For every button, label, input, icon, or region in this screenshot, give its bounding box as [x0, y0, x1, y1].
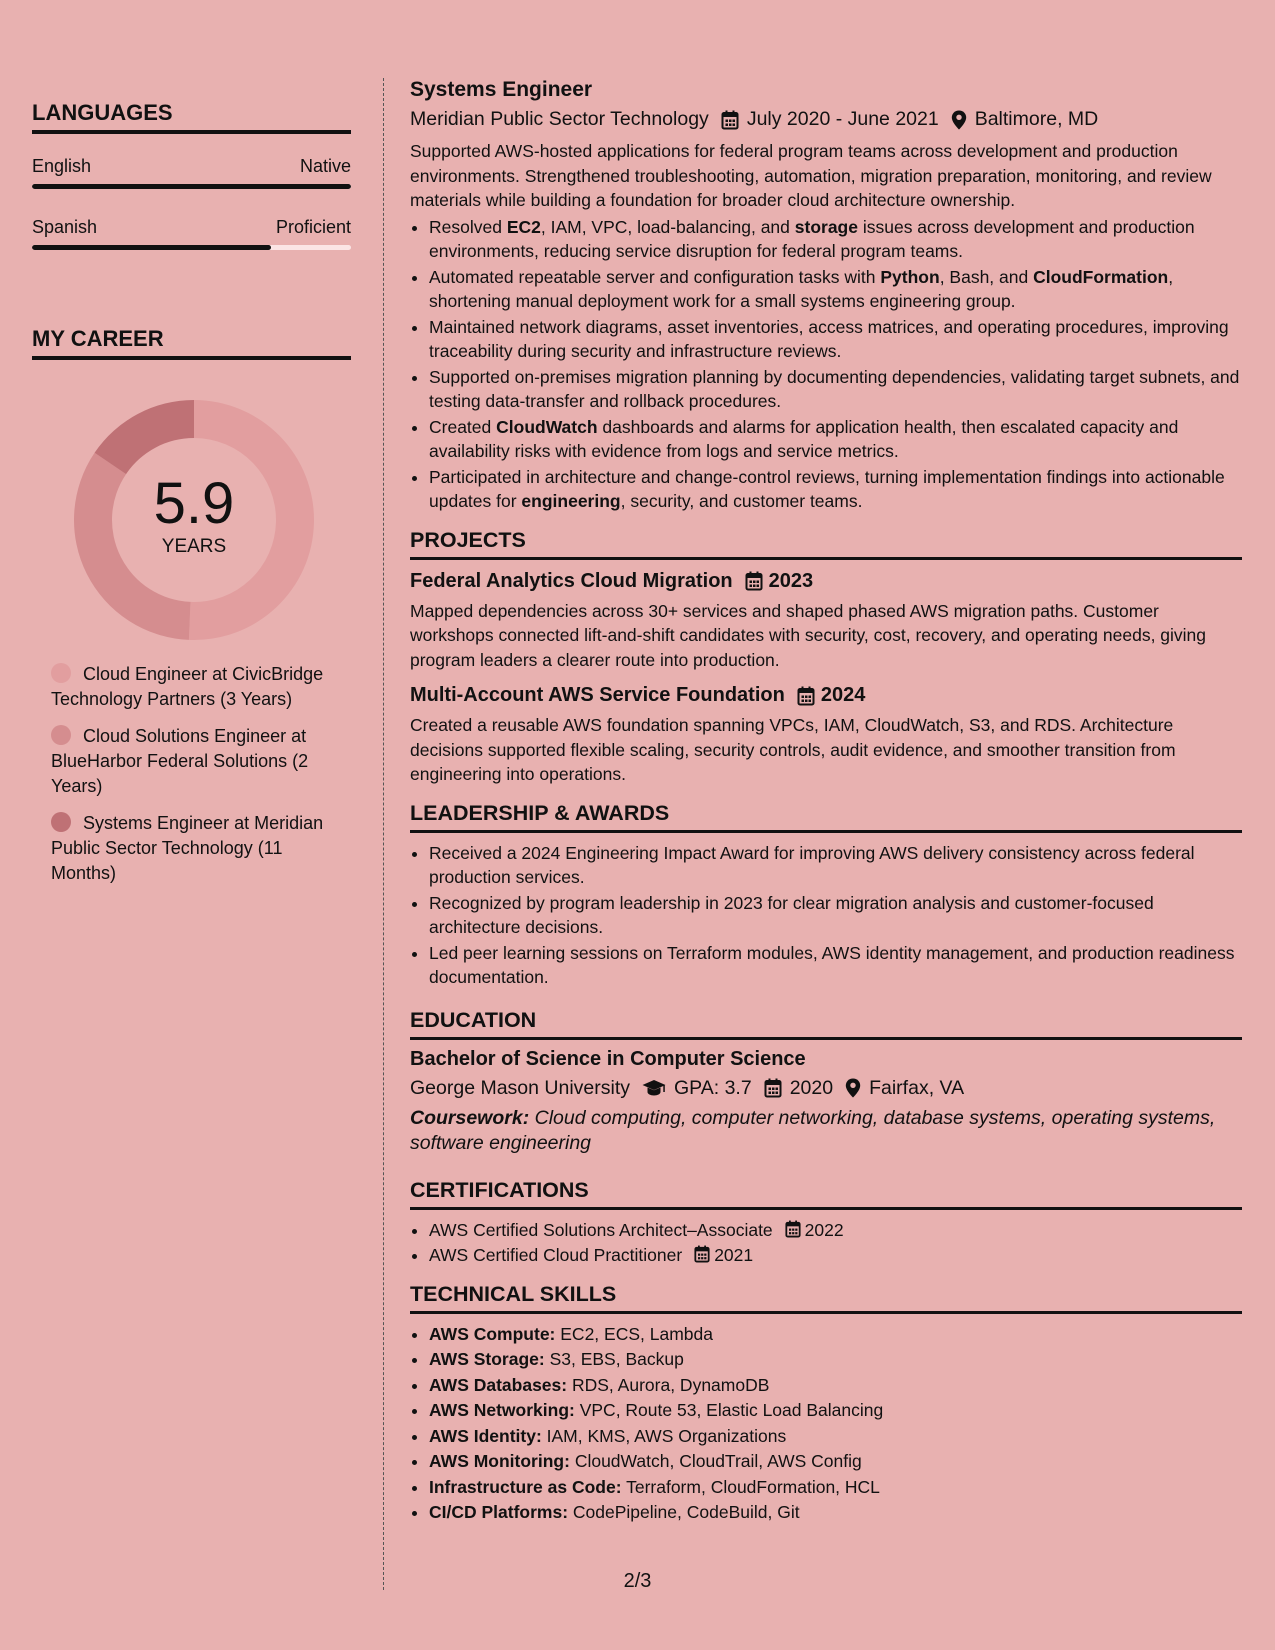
education-heading: EDUCATION [410, 1008, 1242, 1040]
skills-list [410, 1322, 1242, 1525]
project-description: Created a reusable AWS foundation spanning VPCs, IAM, CloudWatch, S3, and RDS. Architecture decisions supported flexible scaling, security controls, audit evidence, and smoother transition from engineering into operations. [410, 715, 1176, 784]
skill-label: AWS Storage: [429, 1349, 545, 1369]
certification-name: AWS Certified Cloud Practitioner [429, 1245, 683, 1265]
job-summary: Supported AWS-hosted applications for federal program teams across development and production environments. Strengthened troubleshooting, automation, migration preparation, monitoring, and review materials while building a foundation for broader cloud architecture ownership. [410, 141, 1212, 210]
career-heading: MY CAREER [32, 326, 351, 360]
projects-section [410, 528, 1242, 787]
project-title: Multi-Account AWS Service Foundation [410, 684, 785, 706]
job-bullet: • Resolved EC2, IAM, VPC, load-balancing, and storage issues across development and production environments, reducing service disruption for federal program teams. [429, 215, 1242, 264]
job-bullet: • Participated in architecture and change-control reviews, turning implementation findings into actionable updates for engineering, security, and customer teams. [429, 465, 1242, 514]
language-level: Proficient [275, 217, 351, 237]
certification-item [429, 1218, 1242, 1243]
language-level: Native [299, 156, 351, 176]
career-legend-label: Cloud Solutions Engineer at BlueHarbor Federal Solutions (2 Years) [51, 726, 309, 796]
job-dates: July 2020 - June 2021 [746, 108, 939, 130]
calendar-icon [797, 686, 815, 706]
leadership-list [410, 841, 1242, 990]
education-gpa: GPA: 3.7 [674, 1076, 752, 1099]
job-bullet: • Created CloudWatch dashboards and alarms for application health, then escalated capacity and availability risks with evidence from logs and service metrics. [429, 415, 1242, 464]
skill-item [429, 1347, 1242, 1372]
language-bar-fill [32, 245, 271, 250]
calendar-icon [721, 110, 739, 130]
job-entry [410, 78, 1242, 514]
leadership-item: • Recognized by program leadership in 2023 for clear migration analysis and customer-focused architecture decisions. [429, 891, 1242, 940]
legend-dot [51, 812, 71, 832]
project-year: 2023 [768, 569, 814, 592]
projects-heading: PROJECTS [410, 528, 1242, 560]
education-coursework [410, 1106, 1242, 1156]
project-title: Federal Analytics Cloud Migration [410, 569, 733, 592]
calendar-icon [764, 1078, 782, 1098]
education-section [410, 1008, 1242, 1156]
sidebar [32, 100, 351, 898]
job-company: Meridian Public Sector Technology [410, 108, 709, 130]
calendar-icon [694, 1245, 710, 1263]
skill-label: CI/CD Platforms: [429, 1502, 569, 1522]
project-description: Mapped dependencies across 30+ services and shaped phased AWS migration paths. Customer workshops connected lift-and-shift candidates with security, cost, recovery, and operating needs, giving program leaders a clearer route into production. [410, 600, 1207, 670]
language-bar-fill [32, 184, 351, 189]
main-content [410, 78, 1242, 1526]
career-legend-label: Cloud Engineer at CivicBridge Technology Partners (3 Years) [51, 664, 324, 709]
legend-dot [51, 663, 71, 683]
education-location: Fairfax, VA [869, 1076, 965, 1099]
skill-value: S3, EBS, Backup [544, 1349, 684, 1369]
column-divider [383, 78, 384, 1590]
education-degree: Bachelor of Science in Computer Science [410, 1047, 806, 1070]
map-pin-icon [951, 110, 967, 130]
certification-item [429, 1243, 1242, 1268]
coursework-label: Coursework: [410, 1106, 530, 1129]
job-title: Systems Engineer [410, 78, 593, 101]
page-number: 2/3 [623, 1570, 652, 1592]
education-year: 2020 [789, 1076, 834, 1099]
legend-dot [51, 725, 71, 745]
leadership-item: • Led peer learning sessions on Terraform modules, AWS identity management, and production readiness documentation. [429, 941, 1242, 990]
language-item [32, 217, 351, 250]
skill-value: RDS, Aurora, DynamoDB [567, 1374, 770, 1395]
map-pin-icon [845, 1078, 861, 1098]
skill-label: Infrastructure as Code: [429, 1476, 622, 1497]
coursework-text: Cloud computing, computer networking, database systems, operating systems, software engineering [410, 1106, 1216, 1154]
language-bar [32, 184, 351, 189]
career-legend-item [51, 724, 336, 799]
job-location: Baltimore, MD [974, 108, 1099, 130]
project-year: 2024 [820, 684, 866, 706]
career-total-value: 5.9 [153, 471, 235, 536]
job-bullet: • Automated repeatable server and configuration tasks with Python, Bash, and CloudFormation, shortening manual deployment work for a small systems engineering group. [429, 265, 1242, 314]
skill-value: IAM, KMS, AWS Organizations [541, 1425, 787, 1446]
education-meta [410, 1077, 1242, 1100]
career-legend-label: Systems Engineer at Meridian Public Sector Technology (11 Months) [51, 813, 324, 883]
skill-item [429, 1398, 1242, 1423]
calendar-icon [745, 571, 763, 591]
career-donut-chart [74, 400, 314, 640]
language-bar [32, 245, 351, 250]
calendar-icon [785, 1220, 801, 1238]
skill-label: AWS Identity: [429, 1425, 542, 1446]
skills-section [410, 1282, 1242, 1525]
skill-label: AWS Networking: [429, 1400, 575, 1420]
languages-heading: LANGUAGES [32, 100, 351, 134]
project-entry [410, 570, 1242, 673]
certification-year: 2021 [714, 1245, 754, 1265]
skill-label: AWS Compute: [429, 1323, 556, 1344]
certification-year: 2022 [804, 1219, 844, 1240]
career-legend [51, 662, 351, 886]
skill-item [429, 1475, 1242, 1500]
job-meta [410, 108, 1242, 131]
skill-item [429, 1500, 1242, 1525]
skills-heading: TECHNICAL SKILLS [410, 1282, 1242, 1314]
career-total-unit: YEARS [161, 536, 227, 557]
skill-item [429, 1322, 1242, 1347]
education-school: George Mason University [410, 1076, 631, 1099]
skill-label: AWS Monitoring: [429, 1451, 570, 1471]
job-bullet-list [410, 215, 1242, 514]
skill-item [429, 1449, 1242, 1474]
career-legend-item [51, 811, 336, 886]
certification-name: AWS Certified Solutions Architect–Associate [429, 1219, 773, 1240]
graduation-cap-icon [642, 1079, 666, 1097]
skill-value: CloudWatch, CloudTrail, AWS Config [569, 1451, 862, 1471]
skill-value: CodePipeline, CodeBuild, Git [568, 1502, 800, 1522]
project-entry [410, 684, 1242, 787]
career-legend-item [51, 662, 336, 712]
skill-value: VPC, Route 53, Elastic Load Balancing [574, 1400, 884, 1420]
certifications-list [410, 1218, 1242, 1268]
job-bullet: • Supported on-premises migration planning by documenting dependencies, validating target subnets, and testing data-transfer and rollback procedures. [429, 365, 1242, 414]
leadership-heading: LEADERSHIP & AWARDS [410, 801, 1242, 833]
job-bullet: • Maintained network diagrams, asset inventories, access matrices, and operating procedures, improving traceability during security and infrastructure reviews. [429, 315, 1242, 364]
certifications-section [410, 1178, 1242, 1268]
skill-value: EC2, ECS, Lambda [555, 1323, 713, 1344]
certifications-heading: CERTIFICATIONS [410, 1178, 1242, 1210]
leadership-section [410, 801, 1242, 990]
leadership-item: • Received a 2024 Engineering Impact Award for improving AWS delivery consistency across federal production services. [429, 841, 1242, 890]
language-name: Spanish [32, 217, 98, 237]
skill-label: AWS Databases: [429, 1374, 568, 1395]
skill-item [429, 1424, 1242, 1449]
skill-item [429, 1373, 1242, 1398]
language-name: English [32, 156, 92, 176]
skill-value: Terraform, CloudFormation, HCL [621, 1476, 880, 1497]
language-item [32, 156, 351, 189]
